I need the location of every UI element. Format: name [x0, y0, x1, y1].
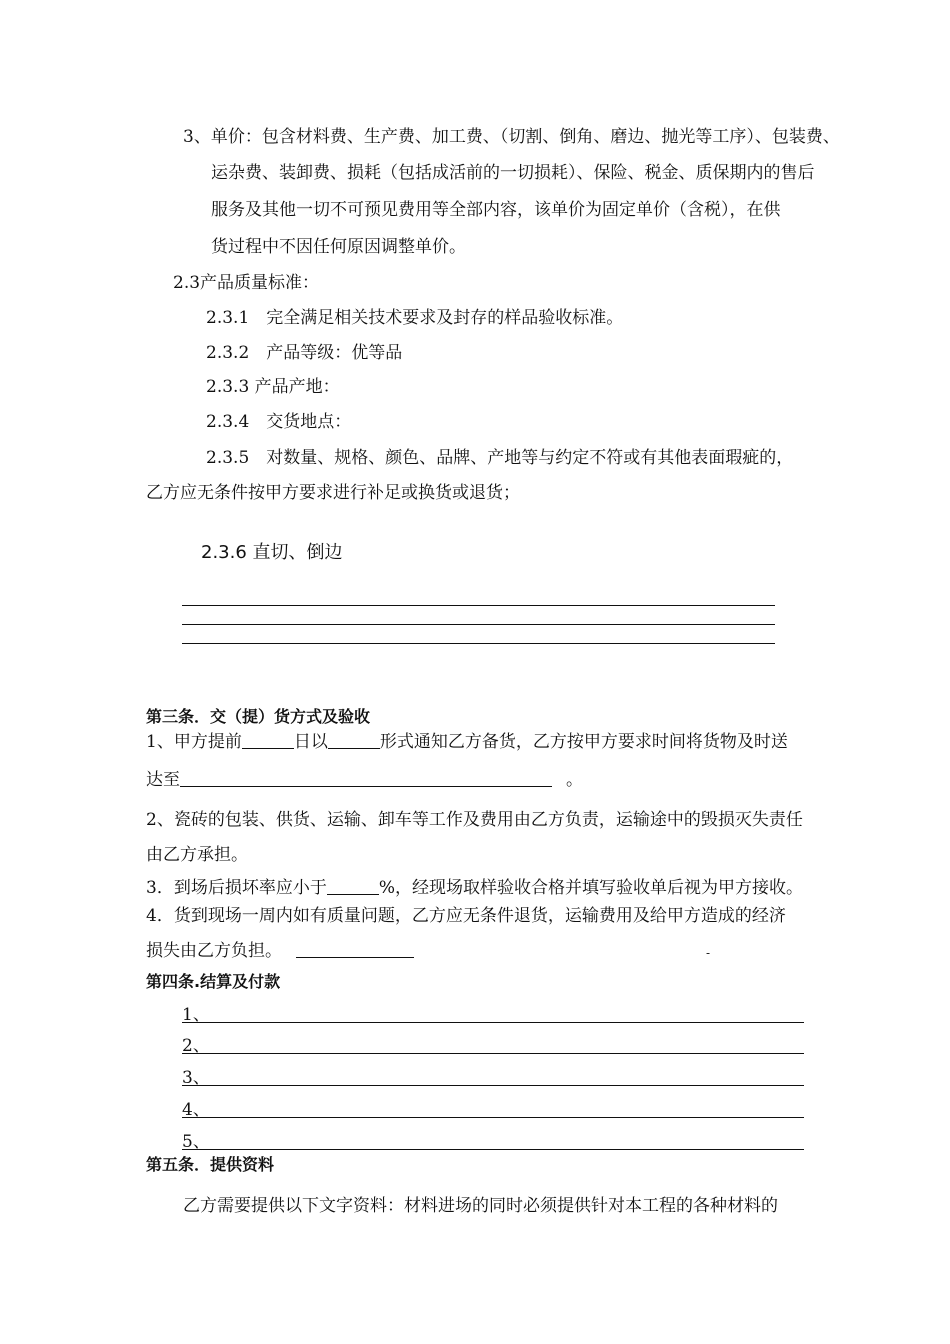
- quality-item-2-3-1: 2.3.1 完全满足相关技术要求及封存的样品验收标准。: [206, 308, 624, 328]
- delivery-address-blank: [180, 769, 552, 787]
- quality-item-2-3-6: 2.3.6 直切、倒边: [201, 542, 343, 563]
- quality-item-2-3-4: 2.3.4 交货地点：: [206, 412, 352, 432]
- stray-mark: -: [706, 946, 711, 960]
- notice-days-blank: [242, 731, 294, 749]
- payment-term-5: 5、: [182, 1127, 804, 1150]
- blank-line: [182, 624, 775, 625]
- clause-5-paragraph-1: 乙方需要提供以下文字资料：材料进场的同时必须提供针对本工程的各种材料的: [183, 1196, 778, 1216]
- quality-item-2-3-5-line-2: 乙方应无条件按甲方要求进行补足或换货或退货；: [146, 483, 520, 503]
- payment-term-2: 2、: [182, 1031, 804, 1054]
- blank-line: [182, 643, 775, 644]
- quality-item-2-3-3: 2.3.3 产品产地：: [206, 377, 340, 397]
- clause-3-paragraph-4-line-2: 损失由乙方负担。: [146, 938, 414, 961]
- quality-item-2-3-2: 2.3.2 产品等级：优等品: [206, 343, 403, 363]
- damage-rate-blank: [327, 877, 379, 895]
- loss-blank: [296, 940, 414, 958]
- payment-term-1: 1、: [182, 1000, 804, 1023]
- clause-3-paragraph-1-line-1: 1、甲方提前 日以 形式通知乙方备货，乙方按甲方要求时间将货物及时送: [146, 732, 788, 752]
- clause-3-heading: 第三条．交（提）货方式及验收: [146, 707, 371, 726]
- blank-line: [182, 605, 775, 606]
- clause-3-paragraph-2-line-1: 2、瓷砖的包装、供货、运输、卸车等工作及费用由乙方负责，运输途中的毁损灭失责任: [146, 810, 803, 830]
- clause-3-paragraph-2-line-2: 由乙方承担。: [146, 845, 248, 865]
- payment-term-4: 4、: [182, 1095, 804, 1118]
- unit-price-line-3: 服务及其他一切不可预见费用等全部内容，该单价为固定单价（含税），在供: [211, 200, 781, 220]
- unit-price-line-4: 货过程中不因任何原因调整单价。: [211, 237, 466, 257]
- quality-standard-heading: 2.3产品质量标准：: [173, 273, 320, 293]
- clause-3-paragraph-4-line-1: 4．货到现场一周内如有质量问题，乙方应无条件退货，运输费用及给甲方造成的经济: [146, 906, 786, 926]
- quality-item-2-3-5-line-1: 2.3.5 对数量、规格、颜色、品牌、产地等与约定不符或有其他表面瑕疵的，: [206, 448, 794, 468]
- clause-3-paragraph-1-line-2: 达至 。: [146, 770, 583, 790]
- clause-4-heading: 第四条.结算及付款: [146, 972, 281, 991]
- notice-form-blank: [328, 731, 380, 749]
- clause-3-paragraph-3: 3．到场后损坏率应小于 %，经现场取样验收合格并填写验收单后视为甲方接收。: [146, 878, 803, 898]
- unit-price-line-2: 运杂费、装卸费、损耗（包括成活前的一切损耗）、保险、税金、质保期内的售后: [211, 163, 815, 183]
- payment-term-3: 3、: [182, 1063, 804, 1086]
- unit-price-line-1: 3、单价：包含材料费、生产费、加工费、（切割、倒角、磨边、抛光等工序）、包装费、: [183, 127, 840, 147]
- clause-5-heading: 第五条．提供资料: [146, 1155, 275, 1174]
